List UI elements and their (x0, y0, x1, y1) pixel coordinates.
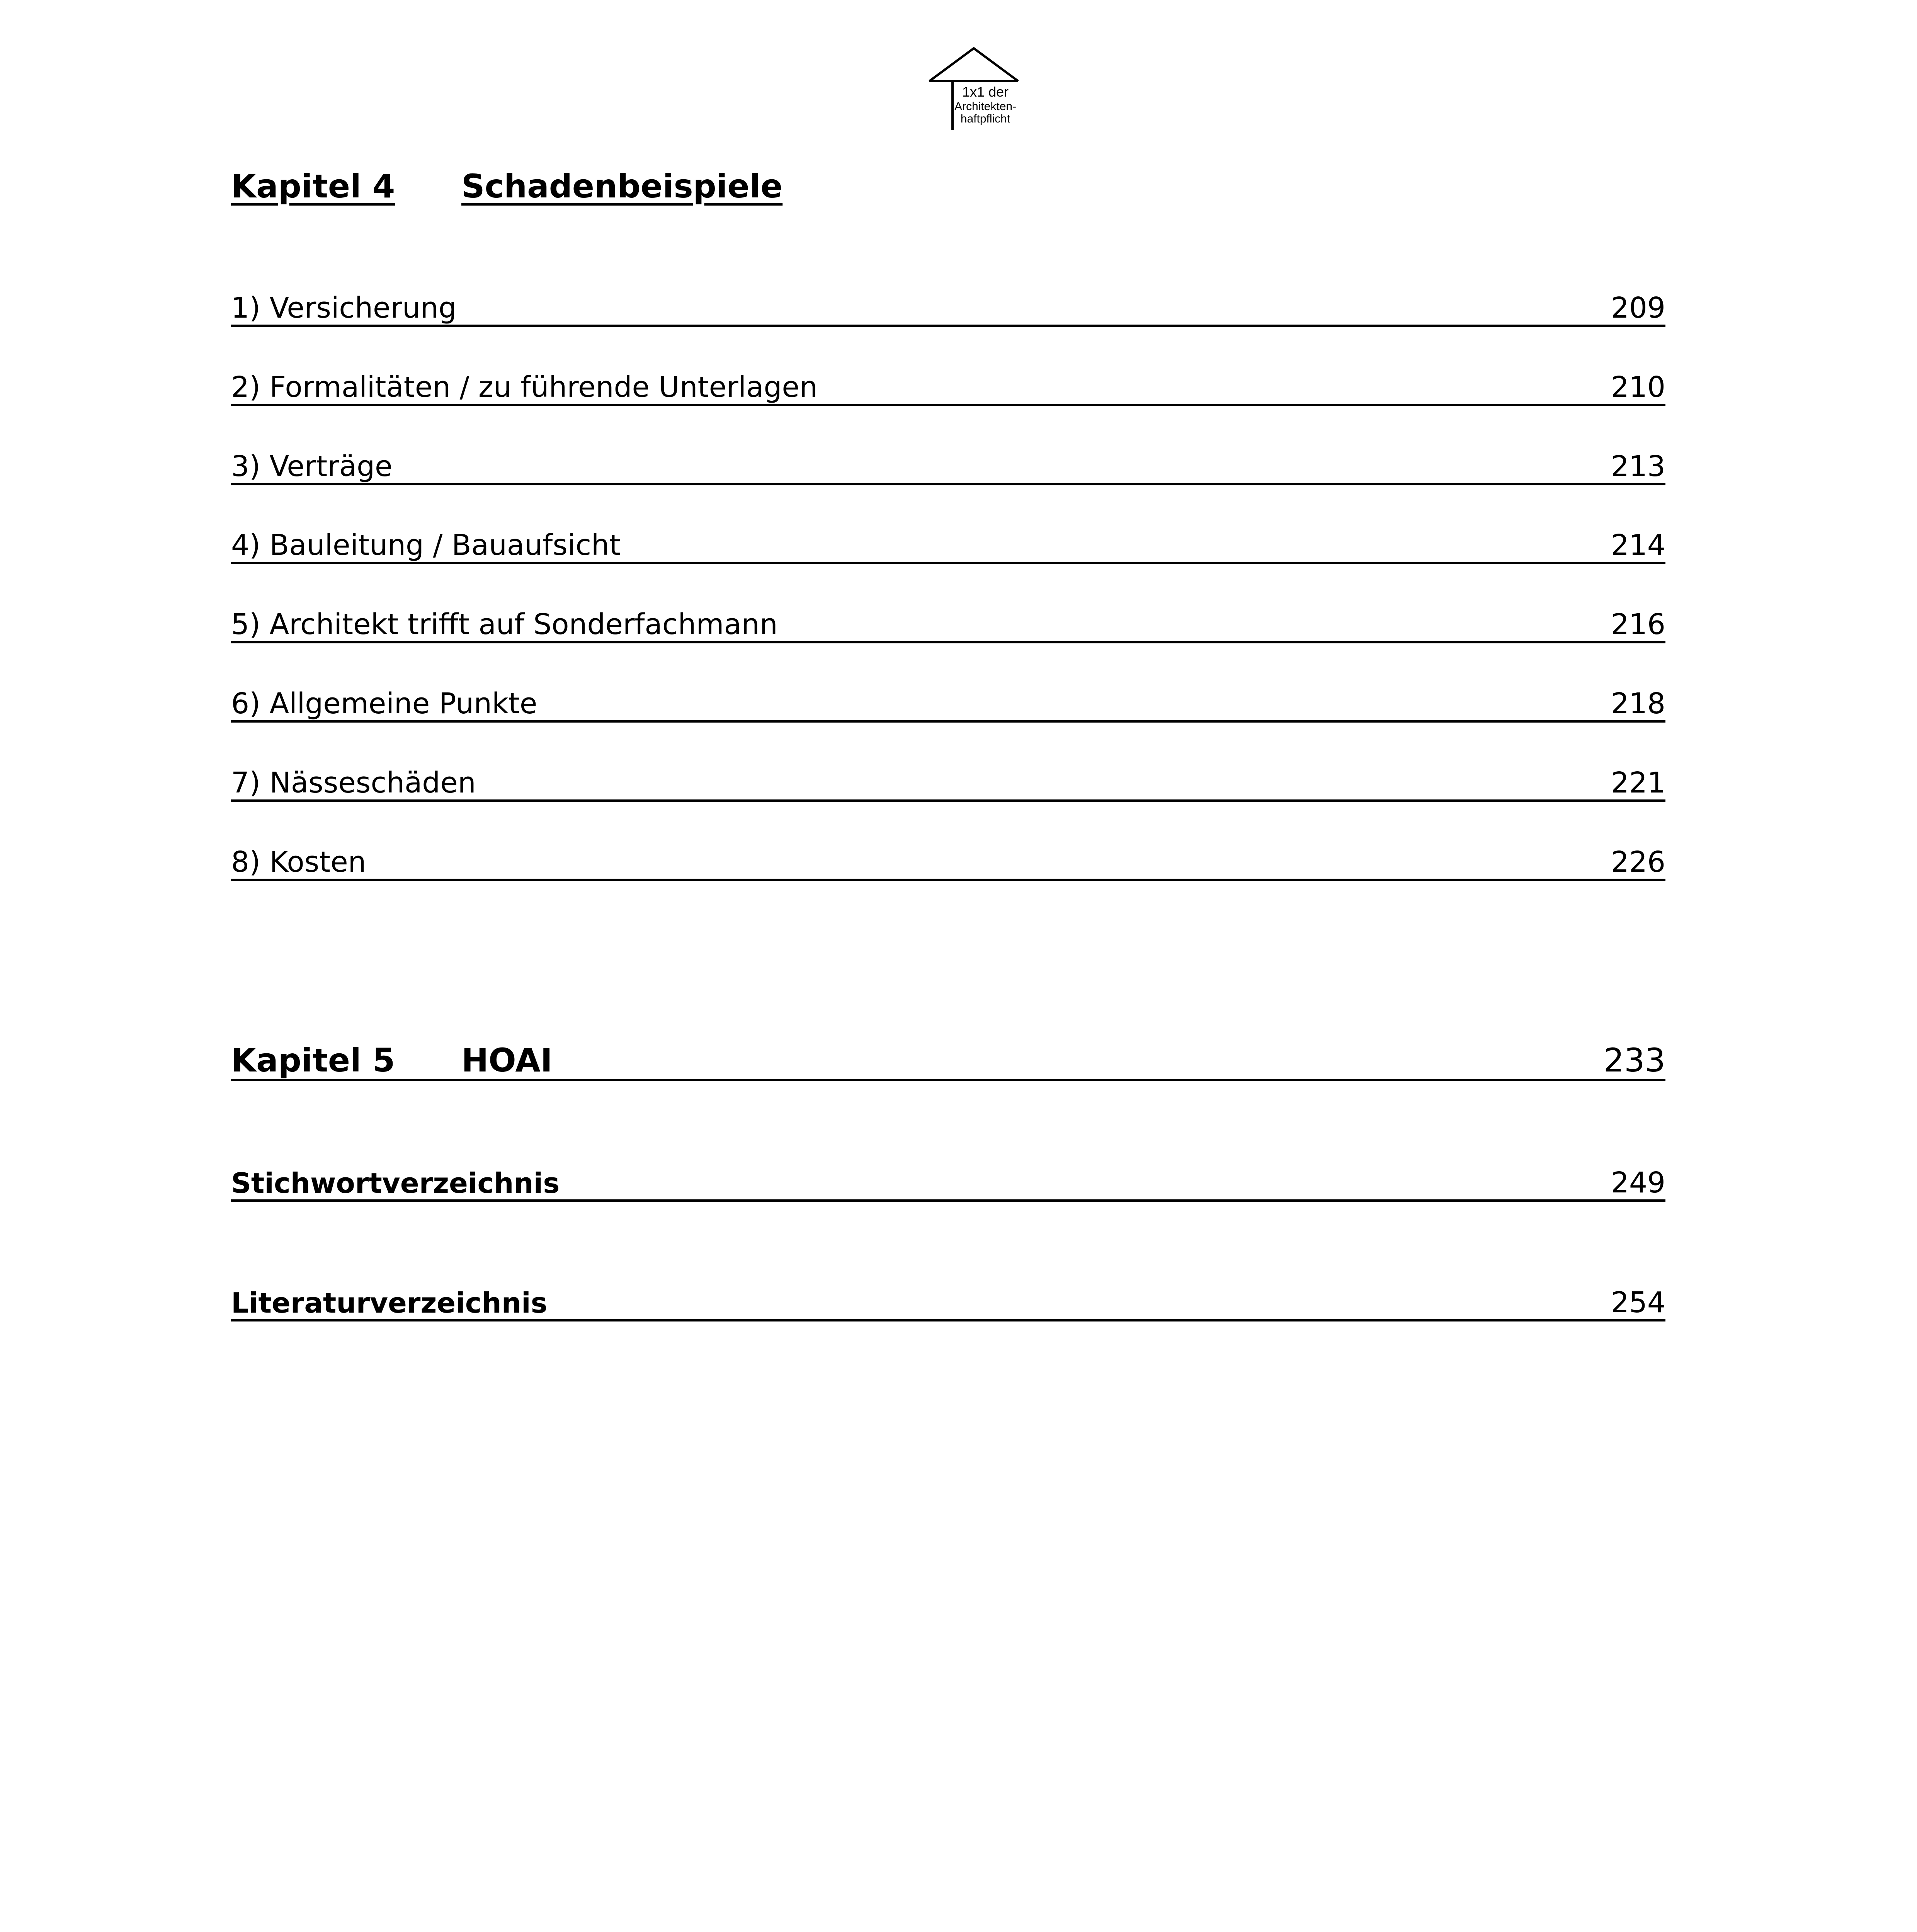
literature-label: Literaturverzeichnis (231, 1287, 548, 1319)
chapter5-entry[interactable] (231, 1043, 1665, 1081)
toc-entry-page: 216 (1611, 608, 1665, 641)
index-entry[interactable] (231, 1164, 1665, 1202)
toc-entry-page: 209 (1611, 291, 1665, 325)
chapter4-number: Kapitel 4 (231, 167, 395, 205)
index-page: 249 (1611, 1166, 1665, 1199)
toc-entry-page: 218 (1611, 687, 1665, 720)
literature-entry[interactable] (231, 1284, 1665, 1321)
logo-text-line2: Architekten- (954, 100, 1017, 113)
toc-entry[interactable] (231, 526, 1665, 564)
chapter4-heading (231, 167, 783, 205)
chapter5-title: HOAI (461, 1041, 553, 1079)
toc-entry[interactable] (231, 605, 1665, 643)
toc-entry[interactable] (231, 368, 1665, 406)
toc-entry-label: 3) Verträge (231, 450, 393, 483)
chapter4-title: Schadenbeispiele (461, 167, 783, 205)
toc-entry-page: 221 (1611, 766, 1665, 799)
toc-entry-label: 5) Architekt trifft auf Sonderfachmann (231, 608, 778, 641)
logo-text-line3: haftpflicht (960, 112, 1010, 125)
toc-entry-page: 213 (1611, 450, 1665, 483)
toc-entry[interactable] (231, 685, 1665, 723)
toc-entry-label: 1) Versicherung (231, 291, 457, 325)
toc-entry-page: 210 (1611, 371, 1665, 404)
toc-entry[interactable] (231, 843, 1665, 881)
chapter5-page: 233 (1603, 1041, 1665, 1079)
literature-page: 254 (1611, 1286, 1665, 1319)
toc-entry-page: 226 (1611, 845, 1665, 879)
toc-entry[interactable] (231, 447, 1665, 485)
toc-entry[interactable] (231, 289, 1665, 327)
chapter5-label (231, 1041, 553, 1079)
toc-entry[interactable] (231, 764, 1665, 802)
logo-text-line1: 1x1 der (962, 84, 1009, 100)
chapter5-number: Kapitel 5 (231, 1041, 395, 1079)
toc-entry-label: 2) Formalitäten / zu führende Unterlagen (231, 371, 818, 404)
toc-entry-label: 4) Bauleitung / Bauaufsicht (231, 529, 621, 562)
toc-entry-page: 214 (1611, 529, 1665, 562)
index-label: Stichwortverzeichnis (231, 1167, 560, 1199)
toc-entry-label: 6) Allgemeine Punkte (231, 687, 538, 720)
toc-entry-label: 7) Nässeschäden (231, 766, 476, 799)
toc-entry-label: 8) Kosten (231, 845, 366, 879)
